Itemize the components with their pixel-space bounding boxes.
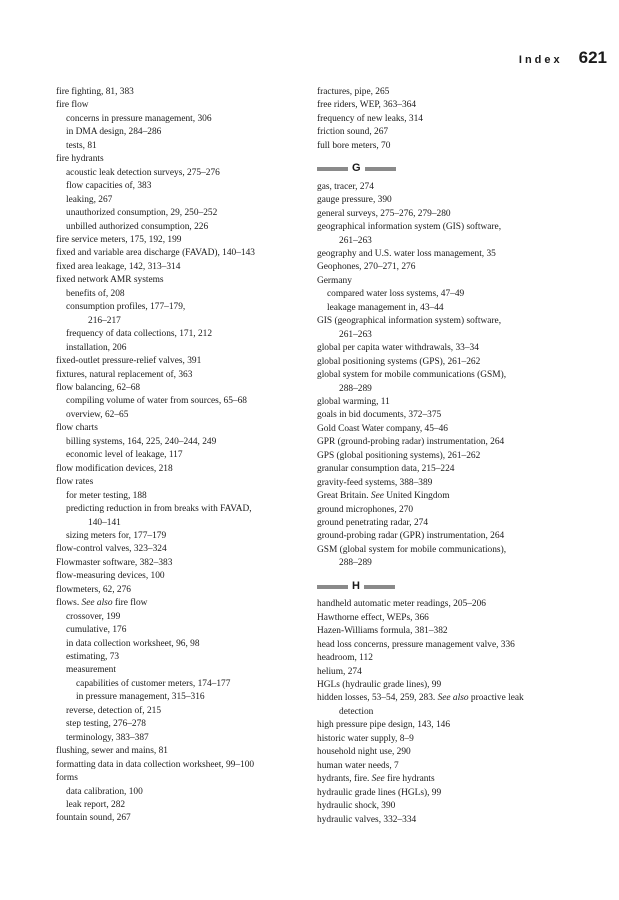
index-entry: ground penetrating radar, 274 xyxy=(317,518,429,529)
index-entry: flow balancing, 62–68 xyxy=(56,382,141,393)
index-entry: head loss concerns, pressure management valve, 336 xyxy=(317,639,515,650)
index-entry: fixtures, natural replacement of, 363 xyxy=(56,369,193,380)
index-entry: global system for mobile communications (GSM), xyxy=(317,370,507,381)
index-entry: Geophones, 270–271, 276 xyxy=(317,262,416,273)
index-entry: gauge pressure, 390 xyxy=(317,195,392,206)
index-entry: gas, tracer, 274 xyxy=(317,181,374,192)
index-entry: economic level of leakage, 117 xyxy=(66,450,183,461)
index-entry-continuation: 261–263 xyxy=(339,329,372,340)
letter-heading-text: H xyxy=(352,579,360,592)
index-entry: GSM (global system for mobile communications), xyxy=(317,544,507,555)
cross-reference-label: See xyxy=(371,774,385,785)
index-entry: fixed network AMR systems xyxy=(56,275,164,286)
index-entry: fire service meters, 175, 192, 199 xyxy=(56,234,182,245)
cross-reference-label: See also xyxy=(81,598,113,609)
index-entry: GPS (global positioning systems), 261–262 xyxy=(317,450,481,461)
index-entry: flow rates xyxy=(56,477,94,488)
index-entry: frequency of new leaks, 314 xyxy=(317,113,423,124)
index-entry: flow modification devices, 218 xyxy=(56,463,173,474)
index-entry-continuation: 288–289 xyxy=(339,558,372,569)
index-entry: global warming, 11 xyxy=(317,396,390,407)
heading-bar-right xyxy=(364,585,395,589)
index-entry: compared water loss systems, 47–49 xyxy=(327,289,465,300)
index-entry: historic water supply, 8–9 xyxy=(317,733,414,744)
heading-bar-left xyxy=(317,167,348,171)
index-entry: in DMA design, 284–286 xyxy=(66,127,162,138)
index-entry: consumption profiles, 177–179, xyxy=(66,302,186,313)
index-entry: general surveys, 275–276, 279–280 xyxy=(317,208,451,219)
index-entry: Germany xyxy=(317,275,352,286)
index-entry: leakage management in, 43–44 xyxy=(327,302,444,313)
letter-heading xyxy=(317,580,579,593)
index-entry-continuation: 288–289 xyxy=(339,383,372,394)
index-entry: handheld automatic meter readings, 205–206 xyxy=(317,599,486,610)
index-entry: ground-probing radar (GPR) instrumentation, 264 xyxy=(317,531,505,542)
index-entry: Hazen-Williams formula, 381–382 xyxy=(317,626,448,637)
index-entry: predicting reduction in from breaks with FAVAD, xyxy=(66,504,252,515)
index-entry: tests, 81 xyxy=(66,140,97,151)
index-entry: geographical information system (GIS) software, xyxy=(317,222,502,233)
letter-heading-text: G xyxy=(352,162,361,175)
index-entry: flow charts xyxy=(56,423,98,434)
index-entry: Gold Coast Water company, 45–46 xyxy=(317,423,448,434)
index-entry: Great Britain. See United Kingdom xyxy=(317,491,450,502)
index-entry: Hawthorne effect, WEPs, 366 xyxy=(317,612,429,623)
index-entry: GIS (geographical information system) software, xyxy=(317,316,502,327)
index-entry: estimating, 73 xyxy=(66,652,120,663)
index-entry: household night use, 290 xyxy=(317,747,411,758)
index-entry: free riders, WEP, 363–364 xyxy=(317,100,417,111)
index-entry: Flowmaster software, 382–383 xyxy=(56,557,173,568)
index-entry: reverse, detection of, 215 xyxy=(66,705,162,716)
heading-bar-right xyxy=(365,167,396,171)
index-entry-continuation: 261–263 xyxy=(339,235,372,246)
heading-bar-left xyxy=(317,585,348,589)
index-entry: fractures, pipe, 265 xyxy=(317,87,390,97)
index-entry: fixed area leakage, 142, 313–314 xyxy=(56,261,181,272)
index-entry: fixed-outlet pressure-relief valves, 391 xyxy=(56,356,202,367)
index-entry: data calibration, 100 xyxy=(66,786,143,797)
index-entry: gravity-feed systems, 388–389 xyxy=(317,477,433,488)
cross-reference-label: See xyxy=(370,491,384,502)
index-entry: high pressure pipe design, 143, 146 xyxy=(317,720,451,731)
index-entry: billing systems, 164, 225, 240–244, 249 xyxy=(66,436,217,447)
index-entry: terminology, 383–387 xyxy=(66,732,149,743)
index-entry: hydrants, fire. See fire hydrants xyxy=(317,774,435,785)
running-header xyxy=(519,48,607,68)
index-entry: hydraulic valves, 332–334 xyxy=(317,814,417,825)
index-column-left xyxy=(56,86,296,826)
index-entry: step testing, 276–278 xyxy=(66,719,146,730)
index-entry: capabilities of customer meters, 174–177 xyxy=(76,678,231,689)
index-entry-continuation: 140–141 xyxy=(88,517,121,528)
index-entry: overview, 62–65 xyxy=(66,409,129,420)
index-entry: fixed and variable area discharge (FAVAD), 140–143 xyxy=(56,248,255,259)
index-entry: cumulative, 176 xyxy=(66,625,127,636)
index-entry: hidden losses, 53–54, 259, 283. See also proactive leak xyxy=(317,693,524,704)
index-entry: friction sound, 267 xyxy=(317,127,389,138)
index-entry: flow-control valves, 323–324 xyxy=(56,544,167,555)
index-entry: helium, 274 xyxy=(317,666,362,677)
index-entry: full bore meters, 70 xyxy=(317,140,391,151)
index-entry: in data collection worksheet, 96, 98 xyxy=(66,638,200,649)
index-entry: headroom, 112 xyxy=(317,653,373,664)
index-entry: flow-measuring devices, 100 xyxy=(56,571,165,582)
index-entry-continuation: detection xyxy=(339,706,374,717)
index-entry: ground microphones, 270 xyxy=(317,504,414,515)
index-entry: for meter testing, 188 xyxy=(66,490,147,501)
index-entry: unbilled authorized consumption, 226 xyxy=(66,221,209,232)
index-entry: flow capacities of, 383 xyxy=(66,181,152,192)
index-entry: fountain sound, 267 xyxy=(56,813,131,824)
index-entry: unauthorized consumption, 29, 250–252 xyxy=(66,208,218,219)
index-entry: leaking, 267 xyxy=(66,194,113,205)
cross-reference-label: See also xyxy=(437,693,469,704)
index-entry: hydraulic grade lines (HGLs), 99 xyxy=(317,787,442,798)
index-entry: GPR (ground-probing radar) instrumentation, 264 xyxy=(317,437,505,448)
running-header-label: Index xyxy=(518,54,563,66)
index-entry: geography and U.S. water loss management, 35 xyxy=(317,248,496,259)
index-entry: fire flow xyxy=(56,100,89,111)
index-entry: compiling volume of water from sources, 65–68 xyxy=(66,396,247,407)
index-entry: acoustic leak detection surveys, 275–276 xyxy=(66,167,220,178)
index-entry: measurement xyxy=(66,665,116,676)
index-entry: concerns in pressure management, 306 xyxy=(66,113,212,124)
index-entry: crossover, 199 xyxy=(66,611,121,622)
index-entry: flushing, sewer and mains, 81 xyxy=(56,746,168,757)
index-column-right xyxy=(317,86,579,827)
index-entry: global positioning systems (GPS), 261–262 xyxy=(317,356,481,367)
index-entry: fire hydrants xyxy=(56,154,104,165)
index-entry: flowmeters, 62, 276 xyxy=(56,584,131,595)
index-entry: frequency of data collections, 171, 212 xyxy=(66,329,213,340)
index-entry: HGLs (hydraulic grade lines), 99 xyxy=(317,680,442,690)
index-entry: global per capita water withdrawals, 33–34 xyxy=(317,343,479,354)
index-entry: installation, 206 xyxy=(66,342,127,353)
letter-heading xyxy=(317,162,579,175)
index-entry: granular consumption data, 215–224 xyxy=(317,464,455,475)
index-entry: hydraulic shock, 390 xyxy=(317,801,396,812)
index-entry: goals in bid documents, 372–375 xyxy=(317,410,442,421)
index-entry: benefits of, 208 xyxy=(66,288,125,299)
page-number: 621 xyxy=(578,48,607,67)
index-entry: forms xyxy=(56,773,78,784)
index-entry: sizing meters for, 177–179 xyxy=(66,530,167,541)
index-entry: flows. See also fire flow xyxy=(56,598,148,609)
index-entry: fire fighting, 81, 383 xyxy=(56,87,134,97)
index-entry: in pressure management, 315–316 xyxy=(76,692,205,703)
index-entry-continuation: 216–217 xyxy=(88,315,121,326)
index-entry: human water needs, 7 xyxy=(317,760,399,771)
index-entry: leak report, 282 xyxy=(66,800,126,811)
index-entry: formatting data in data collection worksheet, 99–100 xyxy=(56,759,255,770)
